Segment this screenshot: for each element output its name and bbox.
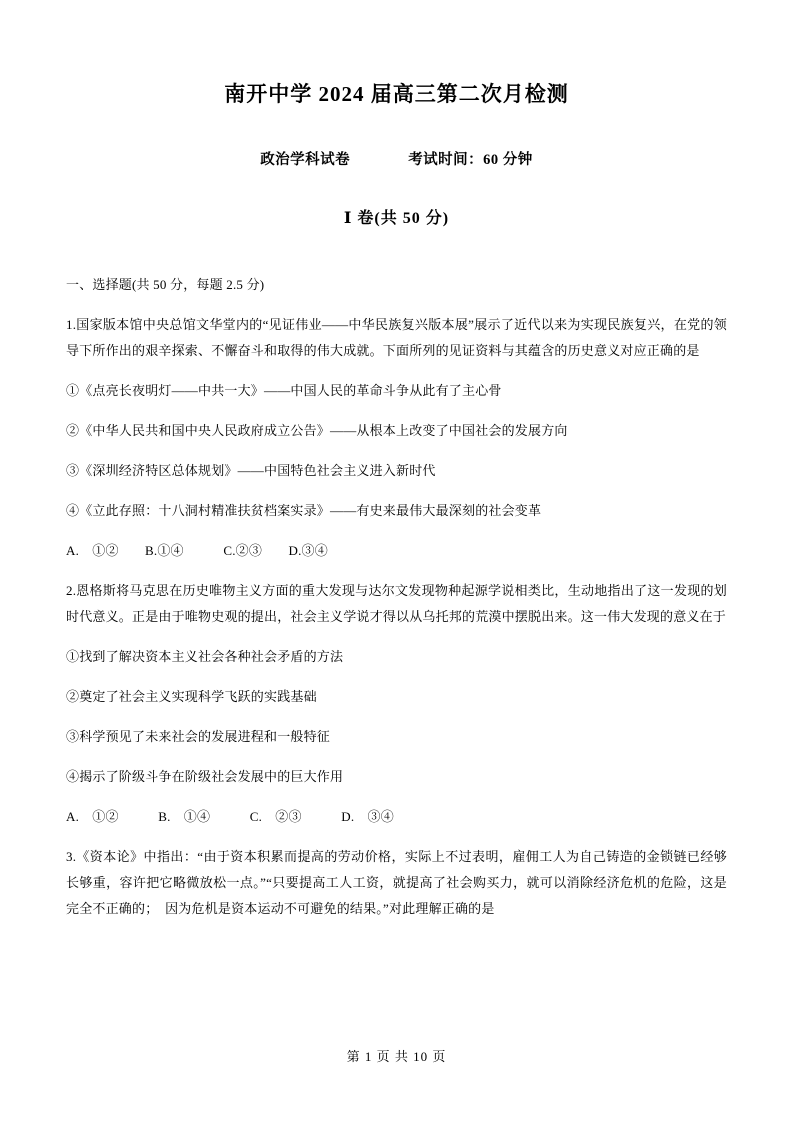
question-2 (66, 578, 727, 825)
page-title: 南开中学 2024 届高三第二次月检测 (224, 82, 569, 106)
question-option: ④《立此存照：十八洞村精准扶贫档案实录》——有史来最伟大最深刻的社会变革 (66, 503, 542, 518)
question-stem: 3.《资本论》中指出：“由于资本积累而提高的劳动价格，实际上不过表明，雇佣工人为自己铸造的金锁链已经够长够重，容许把它略微放松一点。”“只要提高工人工资，就提高了社会购买力，就可以消除经济危机的危险，这是完全不正确的； 因为危机是资本运动不可避免的结果。”对此理解正确的是 (66, 849, 727, 916)
question-option: ①《点亮长夜明灯——中共一大》——中国人民的革命斗争从此有了主心骨 (66, 383, 502, 398)
question-stem: 1.国家版本馆中央总馆文华堂内的“见证伟业——中华民族复兴版本展”展示了近代以来为实现民族复兴，在党的领导下所作出的艰辛探索、不懈奋斗和取得的伟大成就。下面所列的见证资料与其蕴含的历史意义对应正确的是 (66, 317, 727, 358)
question-stem: 2.恩格斯将马克思在历史唯物主义方面的重大发现与达尔文发现物种起源学说相类比，生动地指出了这一发现的划时代意义。正是由于唯物史观的提出，社会主义学说才得以从乌托邦的荒漠中摆脱出来。这一伟大发现的意义在于 (66, 583, 727, 624)
subject-label: 政治学科试卷 (260, 152, 351, 168)
question-option: ③科学预见了未来社会的发展进程和一般特征 (66, 729, 331, 744)
question-option: ②奠定了社会主义实现科学飞跃的实践基础 (66, 689, 317, 704)
page-footer: 第 1 页 共 10 页 (346, 1049, 447, 1064)
exam-time-label: 考试时间：60 分钟 (408, 152, 533, 168)
subject-line (66, 148, 727, 169)
question-3 (66, 844, 727, 922)
question-option: ②《中华人民共和国中央人民政府成立公告》——从根本上改变了中国社会的发展方向 (66, 423, 568, 438)
question-option: ①找到了解决资本主义社会各种社会矛盾的方法 (66, 649, 344, 664)
answer-choices: A. ①② B. ①④ C. ②③ D. ③④ (66, 809, 394, 824)
answer-choices: A. ①② B.①④ C.②③ D.③④ (66, 543, 328, 558)
question-1 (66, 312, 727, 559)
question-option: ③《深圳经济特区总体规划》——中国特色社会主义进入新时代 (66, 463, 436, 478)
part-heading: 一、选择题(共 50 分，每题 2.5 分) (66, 277, 265, 292)
section-heading: Ⅰ 卷(共 50 分) (343, 210, 450, 227)
question-option: ④揭示了阶级斗争在阶级社会发展中的巨大作用 (66, 769, 344, 784)
